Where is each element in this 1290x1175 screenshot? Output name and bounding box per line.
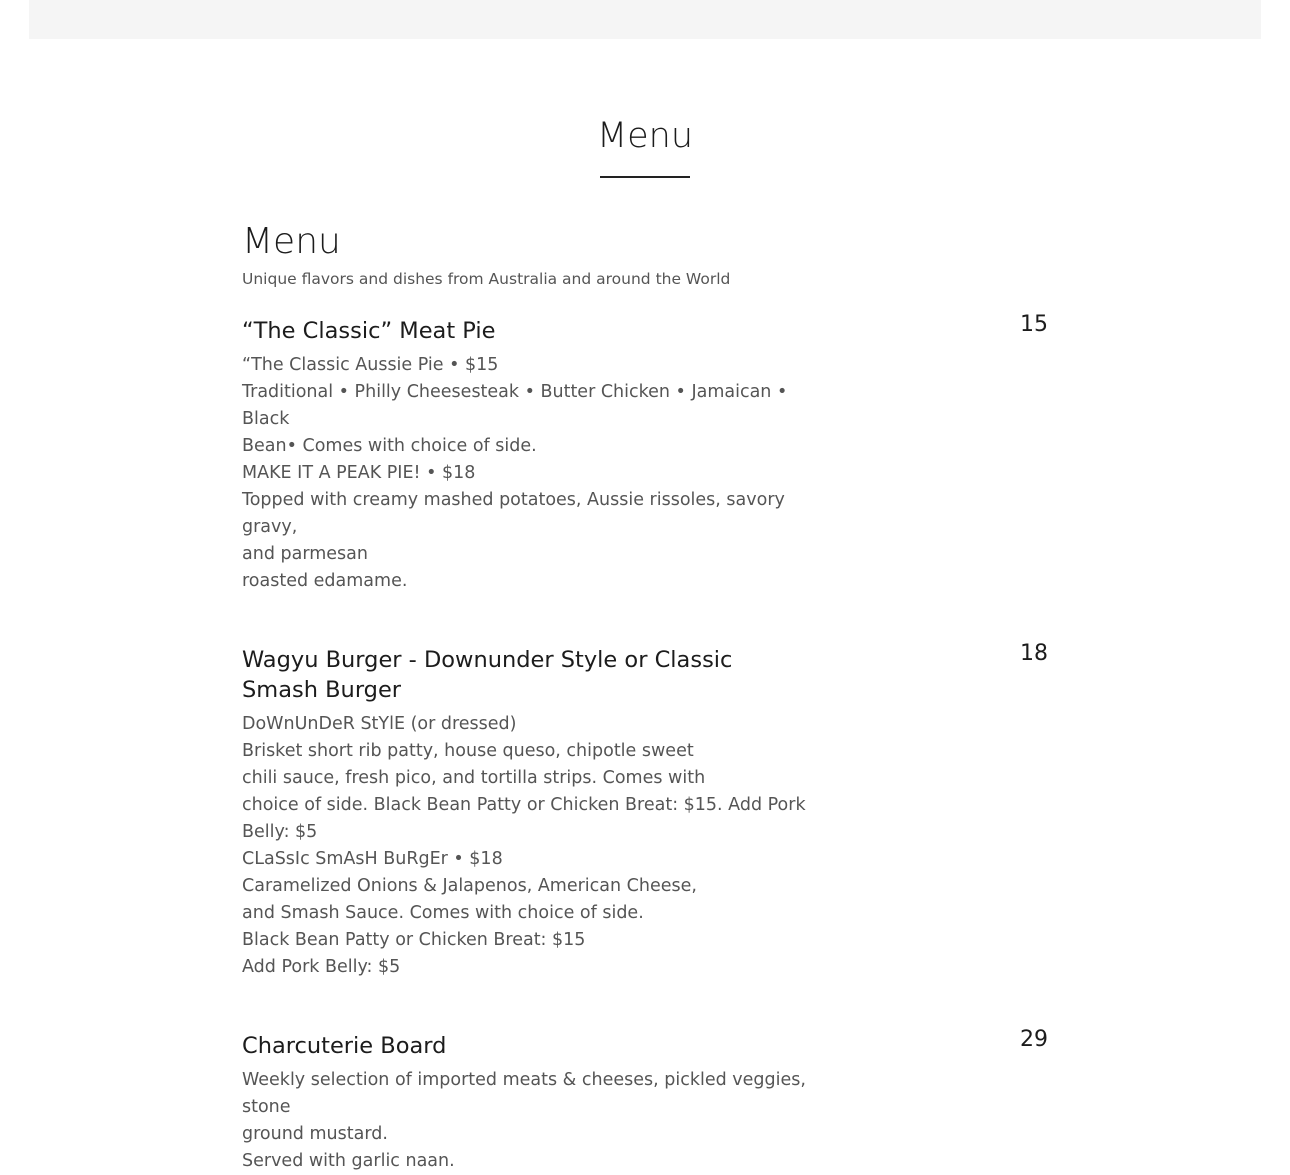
description-line: Served with garlic naan. [242,1151,455,1171]
menu-item-price: 18 [1020,641,1048,666]
description-line: and Smash Sauce. Comes with choice of side. [242,903,644,923]
description-line: ground mustard. [242,1124,388,1144]
description-line: Brisket short rib patty, house queso, chipotle sweet [242,741,694,761]
menu-item [242,312,1048,595]
title-underline [600,176,690,178]
description-line: choice of side. Black Bean Patty or Chicken Breat: $15. Add Pork [242,795,806,815]
section-description: Unique flavors and dishes from Australia and around the World [242,270,731,288]
menu-item-title: “The Classic” Meat Pie [242,318,496,344]
description-line: Traditional • Philly Cheesesteak • Butter Chicken • Jamaican • Black [242,382,788,429]
page-title: Menu [596,116,694,156]
top-bar [29,0,1261,39]
description-line: “The Classic Aussie Pie • $15 [242,355,499,375]
description-line: Bean• Comes with choice of side. [242,436,537,456]
section-title: Menu [242,221,341,262]
description-line: Belly: $5 [242,822,318,842]
menu-item-title: Wagyu Burger - Downunder Style or Classic Smash Burger [242,647,733,703]
menu-item-description [242,1067,827,1175]
description-line: Add Pork Belly: $5 [242,957,401,977]
description-line: roasted edamame. [242,571,408,591]
description-line: Topped with creamy mashed potatoes, Aussie rissoles, savory gravy, [242,490,785,537]
menu-item [242,1027,1048,1175]
description-line: CLaSsIc SmAsH BuRgEr • $18 [242,849,503,869]
description-line: Caramelized Onions & Jalapenos, American Cheese, [242,876,697,896]
description-line: DoWnUnDeR StYlE (or dressed) [242,714,517,734]
description-line: Weekly selection of imported meats & cheeses, pickled veggies, stone [242,1070,806,1117]
menu-item-price: 15 [1020,312,1048,337]
menu-item-description [242,352,827,595]
menu-section [242,218,1048,1175]
menu-item [242,641,1048,981]
menu-item-description [242,711,827,981]
description-line: MAKE IT A PEAK PIE! • $18 [242,463,476,483]
description-line: and parmesan [242,544,368,564]
menu-item-price: 29 [1020,1027,1048,1052]
menu-item-title: Charcuterie Board [242,1033,447,1059]
description-line: Black Bean Patty or Chicken Breat: $15 [242,930,586,950]
description-line: chili sauce, fresh pico, and tortilla strips. Comes with [242,768,706,788]
